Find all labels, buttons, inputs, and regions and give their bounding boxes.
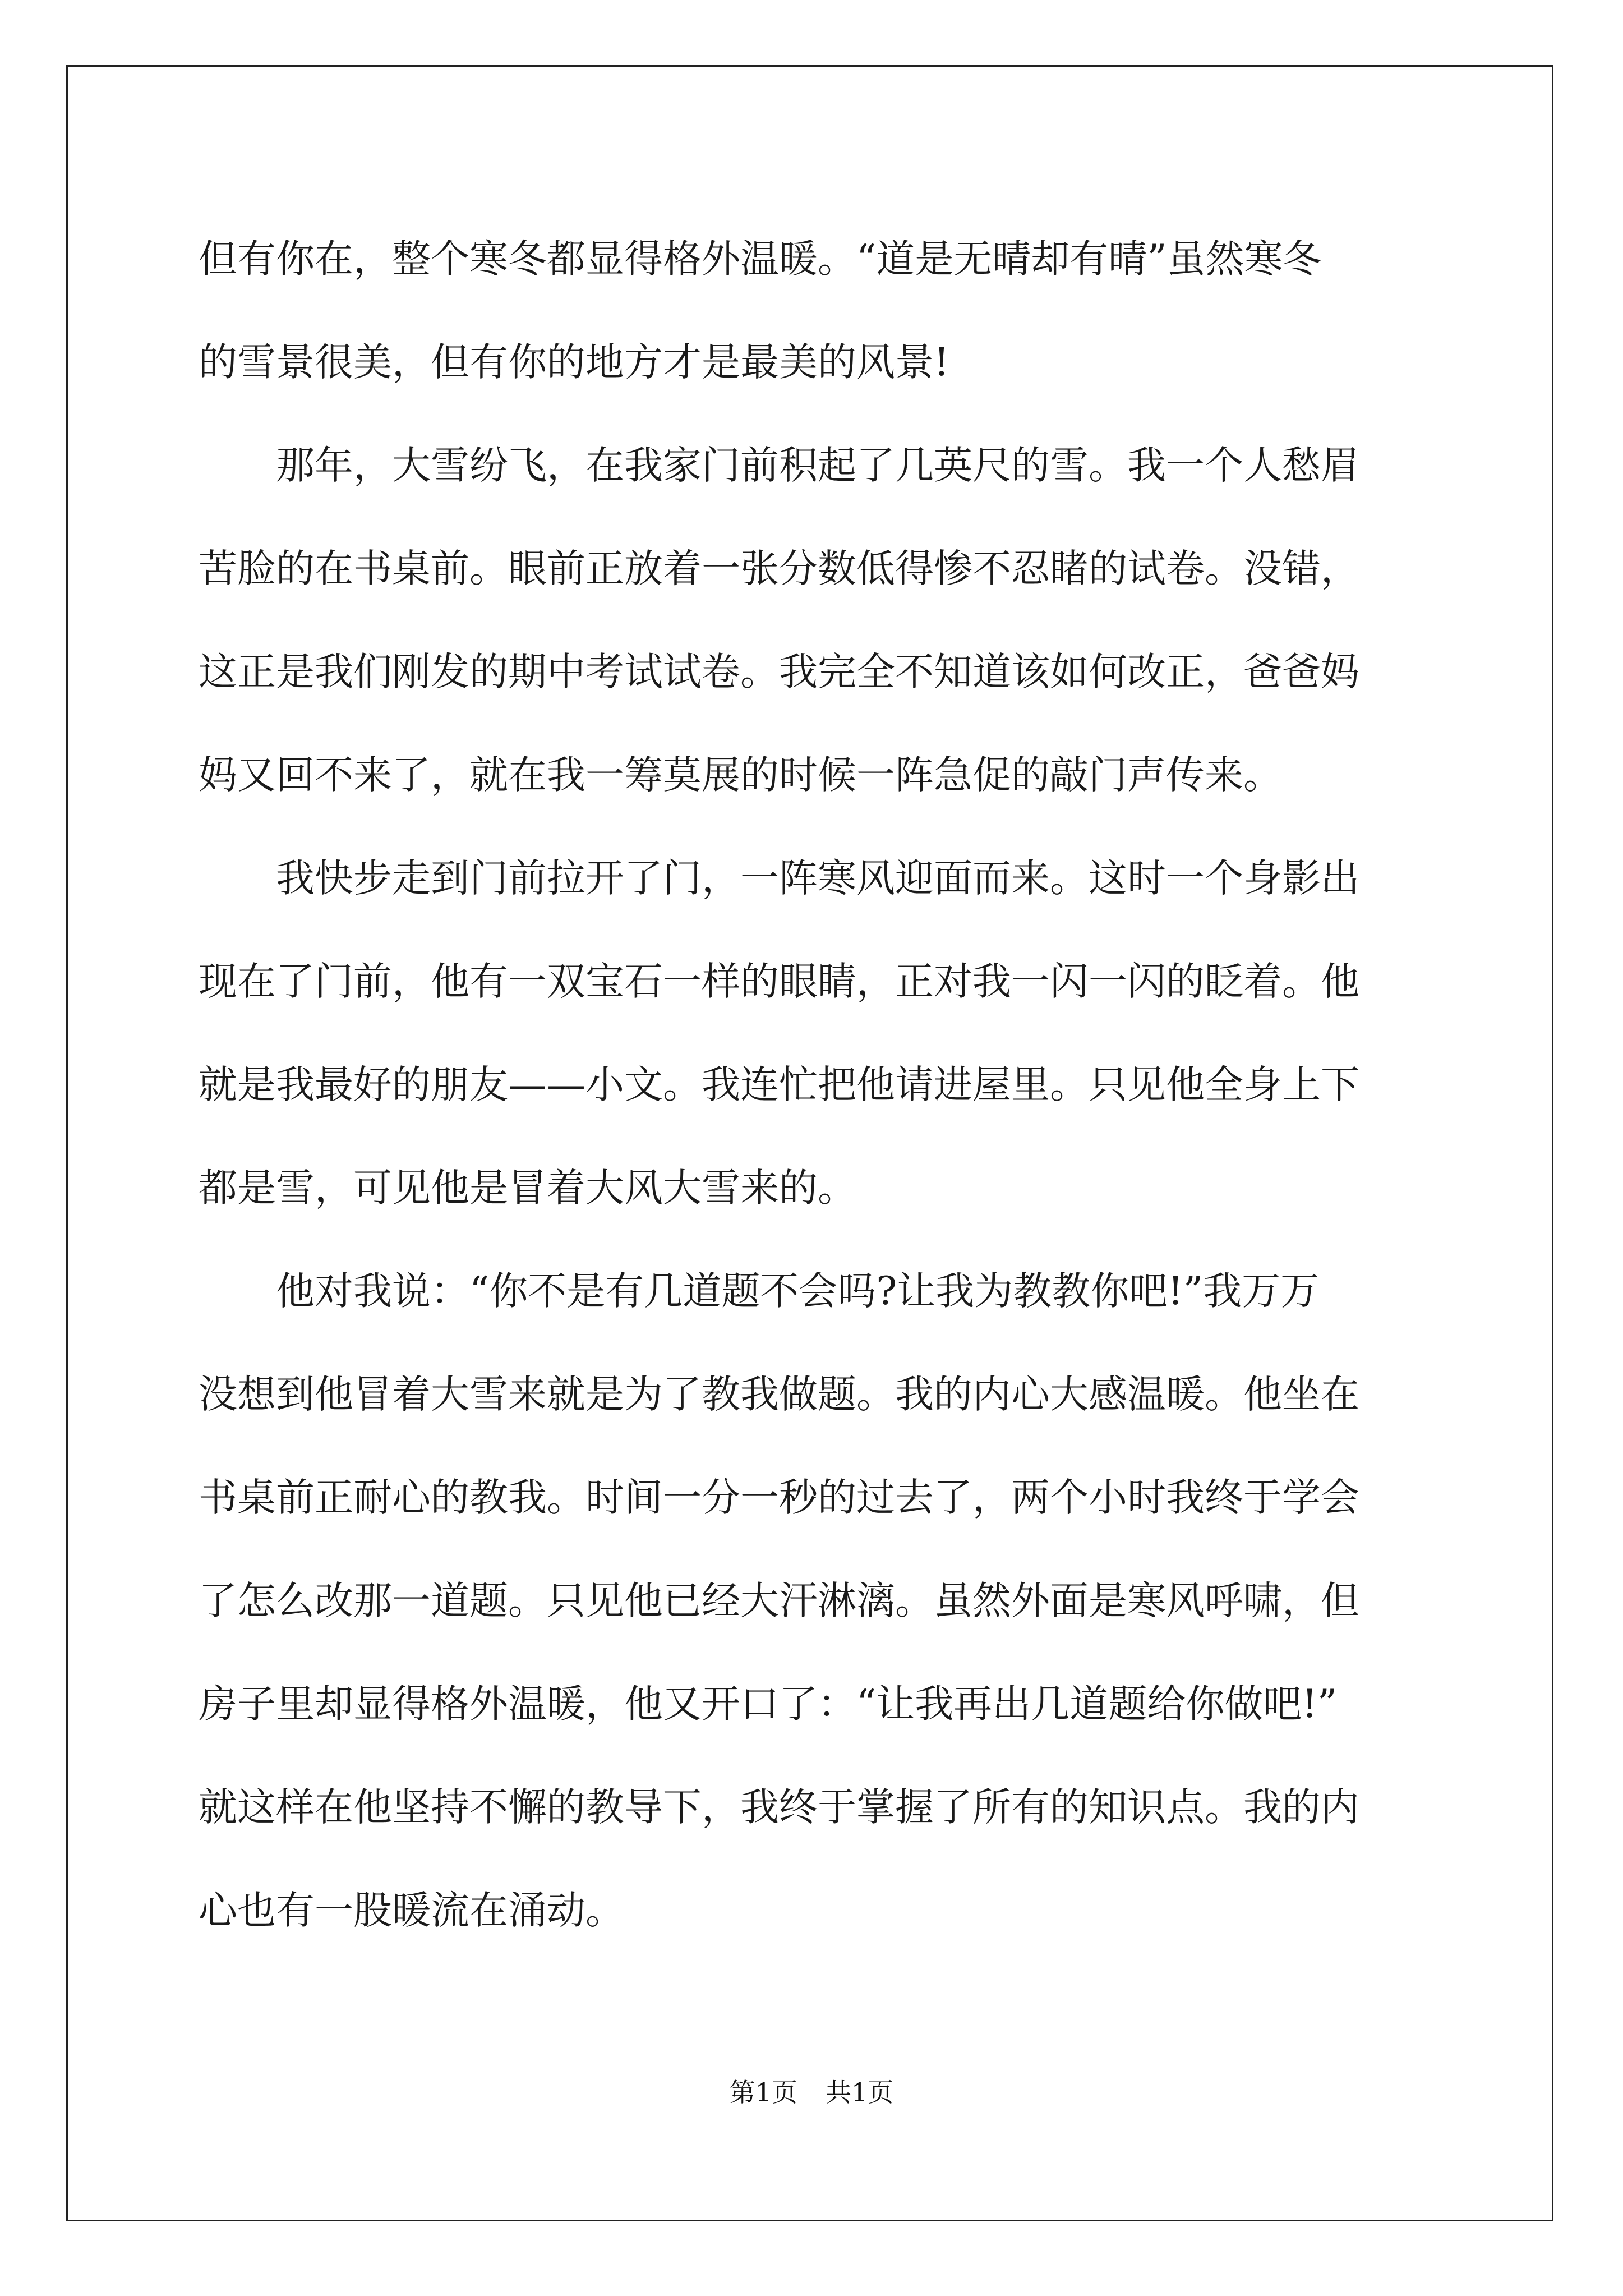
text-line: 苦脸的在书桌前。眼前正放着一张分数低得惨不忍睹的试卷。没错， xyxy=(199,546,1359,591)
text-line: 心也有一股暖流在涌动。 xyxy=(199,1888,624,1933)
text-line: 那年，大雪纷飞，在我家门前积起了几英尺的雪。我一个人愁眉 xyxy=(199,443,1359,488)
text-line: 现在了门前，他有一双宝石一样的眼睛，正对我一闪一闪的眨着。他 xyxy=(199,959,1359,1004)
text-line: 这正是我们刚发的期中考试试卷。我完全不知道该如何改正，爸爸妈 xyxy=(199,650,1359,694)
text-line: 没想到他冒着大雪来就是为了教我做题。我的内心大感温暖。他坐在 xyxy=(199,1372,1359,1417)
document-body xyxy=(199,208,1421,1962)
text-line: 但有你在，整个寒冬都显得格外温暖。“道是无晴却有晴”虽然寒冬 xyxy=(199,237,1322,282)
text-line: 他对我说：“你不是有几道题不会吗?让我为教教你吧!”我万万 xyxy=(199,1269,1320,1314)
page-footer xyxy=(0,2076,1623,2109)
text-line: 的雪景很美，但有你的地方才是最美的风景! xyxy=(199,340,949,385)
text-line: 都是雪，可见他是冒着大风大雪来的。 xyxy=(199,1166,856,1211)
text-line: 书桌前正耐心的教我。时间一分一秒的过去了，两个小时我终于学会 xyxy=(199,1475,1359,1520)
text-line: 就是我最好的朋友——小文。我连忙把他请进屋里。只见他全身上下 xyxy=(199,1062,1359,1107)
page-total: 共1页 xyxy=(826,2077,894,2108)
text-line: 我快步走到门前拉开了门，一阵寒风迎面而来。这时一个身影出 xyxy=(199,856,1359,901)
text-line: 了怎么改那一道题。只见他已经大汗淋漓。虽然外面是寒风呼啸，但 xyxy=(199,1579,1359,1623)
text-line: 就这样在他坚持不懈的教导下，我终于掌握了所有的知识点。我的内 xyxy=(199,1785,1359,1830)
page-number: 第1页 xyxy=(729,2077,797,2108)
text-line: 房子里却显得格外温暖，他又开口了：“让我再出几道题给你做吧!” xyxy=(199,1682,1338,1727)
text-line: 妈又回不来了，就在我一筹莫展的时候一阵急促的敲门声传来。 xyxy=(199,753,1282,798)
